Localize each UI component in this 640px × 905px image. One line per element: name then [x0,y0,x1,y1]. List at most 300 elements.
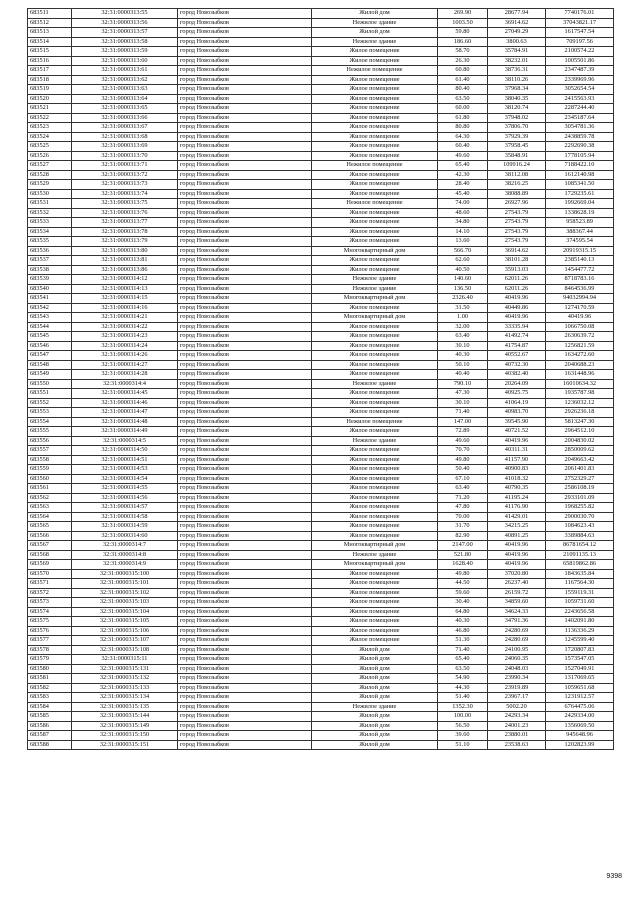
address-cell: город Новозыбков [178,218,312,228]
cadastral-number-cell: 32:31:0000314:47 [72,408,178,418]
row-id-cell: 683559 [28,465,72,475]
address-cell: город Новозыбков [178,550,312,560]
cadastral-number-cell: 32:31:0000314:57 [72,503,178,513]
unit-value-cell: 40983.70 [488,408,546,418]
area-cell: 30.10 [438,398,488,408]
address-cell: город Новозыбков [178,417,312,427]
cadastral-number-cell: 32:31:0000314:46 [72,398,178,408]
table-body [28,9,614,750]
table-row [28,408,614,418]
row-id-cell: 683565 [28,522,72,532]
unit-value-cell: 40419.96 [488,294,546,304]
area-cell: 67.10 [438,474,488,484]
cadastral-number-cell: 32:31:0000315:104 [72,607,178,617]
object-type-cell: Нежилое помещение [312,417,438,427]
address-cell: город Новозыбков [178,408,312,418]
cadastral-value-cell: 1136336.29 [546,626,614,636]
cadastral-number-cell: 32:31:0000314:15 [72,294,178,304]
area-cell: 64.80 [438,607,488,617]
object-type-cell: Жилое помещение [312,113,438,123]
area-cell: 1.00 [438,313,488,323]
cadastral-value-cell: 1617547.54 [546,28,614,38]
row-id-cell: 683579 [28,655,72,665]
object-type-cell: Жилое помещение [312,427,438,437]
unit-value-cell: 24060.35 [488,655,546,665]
address-cell: город Новозыбков [178,170,312,180]
object-type-cell: Нежилое помещение [312,199,438,209]
area-cell: 63.50 [438,664,488,674]
cadastral-number-cell: 32:31:0000315:11 [72,655,178,665]
cadastral-number-cell: 32:31:0000314:59 [72,522,178,532]
table-row [28,417,614,427]
unit-value-cell: 40419.96 [488,541,546,551]
row-id-cell: 683532 [28,208,72,218]
area-cell: 186.60 [438,37,488,47]
table-row [28,512,614,522]
object-type-cell: Жилой дом [312,28,438,38]
unit-value-cell: 35913.03 [488,265,546,275]
cadastral-value-cell: 3389884.63 [546,531,614,541]
cadastral-value-cell: 40419.96 [546,313,614,323]
object-type-cell: Жилое помещение [312,104,438,114]
area-cell: 65.40 [438,655,488,665]
cadastral-number-cell: 32:31:0000314:4 [72,379,178,389]
area-cell: 51.40 [438,693,488,703]
object-type-cell: Жилое помещение [312,579,438,589]
address-cell: город Новозыбков [178,569,312,579]
address-cell: город Новозыбков [178,313,312,323]
object-type-cell: Жилое помещение [312,465,438,475]
cadastral-value-cell: 2964512.10 [546,427,614,437]
unit-value-cell: 38112.08 [488,170,546,180]
unit-value-cell: 33335.94 [488,322,546,332]
cadastral-number-cell: 32:31:0000313:80 [72,246,178,256]
cadastral-value-cell: 3054781.36 [546,123,614,133]
unit-value-cell: 26927.96 [488,199,546,209]
cadastral-value-cell: 1317069.65 [546,674,614,684]
cadastral-number-cell: 32:31:0000313:55 [72,9,178,19]
cadastral-value-cell: 1631448.96 [546,370,614,380]
address-cell: город Новозыбков [178,85,312,95]
address-cell: город Новозыбков [178,465,312,475]
row-id-cell: 683519 [28,85,72,95]
address-cell: город Новозыбков [178,142,312,152]
area-cell: 71.20 [438,493,488,503]
cadastral-value-cell: 1236032.12 [546,398,614,408]
object-type-cell: Жилое помещение [312,237,438,247]
table-row [28,132,614,142]
table-row [28,322,614,332]
area-cell: 136.50 [438,284,488,294]
cadastral-value-cell: 1559119.31 [546,588,614,598]
row-id-cell: 683517 [28,66,72,76]
area-cell: 44.50 [438,579,488,589]
address-cell: город Новозыбков [178,740,312,750]
area-cell: 49.60 [438,151,488,161]
area-cell: 40.50 [438,265,488,275]
table-row [28,265,614,275]
area-cell: 60.80 [438,66,488,76]
cadastral-number-cell: 32:31:0000313:70 [72,151,178,161]
address-cell: город Новозыбков [178,265,312,275]
area-cell: 63.50 [438,94,488,104]
cadastral-number-cell: 32:31:0000313:58 [72,37,178,47]
cadastral-number-cell: 32:31:0000314:53 [72,465,178,475]
address-cell: город Новозыбков [178,9,312,19]
table-row [28,18,614,28]
object-type-cell: Жилое помещение [312,512,438,522]
object-type-cell: Жилой дом [312,721,438,731]
table-row [28,9,614,19]
table-row [28,655,614,665]
row-id-cell: 683582 [28,683,72,693]
unit-value-cell: 40382.40 [488,370,546,380]
unit-value-cell: 24293.34 [488,712,546,722]
cadastral-number-cell: 32:31:0000315:101 [72,579,178,589]
cadastral-number-cell: 32:31:0000313:73 [72,180,178,190]
table-row [28,66,614,76]
row-id-cell: 683549 [28,370,72,380]
cadastral-value-cell: 20919315.15 [546,246,614,256]
object-type-cell: Жилое помещение [312,85,438,95]
table-row [28,731,614,741]
address-cell: город Новозыбков [178,446,312,456]
address-cell: город Новозыбков [178,683,312,693]
area-cell: 58.70 [438,47,488,57]
cadastral-value-cell: 388367.44 [546,227,614,237]
address-cell: город Новозыбков [178,37,312,47]
object-type-cell: Жилое помещение [312,531,438,541]
unit-value-cell: 37958.45 [488,142,546,152]
cadastral-number-cell: 32:31:0000314:58 [72,512,178,522]
cadastral-number-cell: 32:31:0000313:62 [72,75,178,85]
unit-value-cell: 24280.69 [488,636,546,646]
table-row [28,626,614,636]
unit-value-cell: 40552.67 [488,351,546,361]
unit-value-cell: 27543.79 [488,218,546,228]
table-row [28,199,614,209]
row-id-cell: 683521 [28,104,72,114]
address-cell: город Новозыбков [178,626,312,636]
unit-value-cell: 39545.90 [488,417,546,427]
area-cell: 42.30 [438,170,488,180]
object-type-cell: Жилой дом [312,693,438,703]
object-type-cell: Жилое помещение [312,47,438,57]
cadastral-number-cell: 32:31:0000314:49 [72,427,178,437]
object-type-cell: Жилое помещение [312,389,438,399]
row-id-cell: 683528 [28,170,72,180]
cadastral-number-cell: 32:31:0000313:68 [72,132,178,142]
table-row [28,484,614,494]
table-row [28,170,614,180]
row-id-cell: 683511 [28,9,72,19]
object-type-cell: Жилое помещение [312,446,438,456]
cadastral-number-cell: 32:31:0000313:79 [72,237,178,247]
cadastral-value-cell: 7740176.01 [546,9,614,19]
row-id-cell: 683576 [28,626,72,636]
unit-value-cell: 41195.24 [488,493,546,503]
cadastral-value-cell: 2004830.02 [546,436,614,446]
area-cell: 47.30 [438,389,488,399]
row-id-cell: 683518 [28,75,72,85]
address-cell: город Новозыбков [178,503,312,513]
unit-value-cell: 28677.94 [488,9,546,19]
table-row [28,493,614,503]
cadastral-number-cell: 32:31:0000314:45 [72,389,178,399]
row-id-cell: 683584 [28,702,72,712]
cadastral-value-cell: 1167564.30 [546,579,614,589]
address-cell: город Новозыбков [178,75,312,85]
cadastral-value-cell: 2292690.38 [546,142,614,152]
object-type-cell: Жилое помещение [312,455,438,465]
object-type-cell: Жилое помещение [312,170,438,180]
cadastral-number-cell: 32:31:0000314:23 [72,332,178,342]
cadastral-value-cell: 1338628.19 [546,208,614,218]
cadastral-number-cell: 32:31:0000315:132 [72,674,178,684]
object-type-cell: Жилое помещение [312,484,438,494]
cadastral-number-cell: 32:31:0000315:107 [72,636,178,646]
unit-value-cell: 62011.26 [488,284,546,294]
cadastral-number-cell: 32:31:0000314:8 [72,550,178,560]
cadastral-number-cell: 32:31:0000313:64 [72,94,178,104]
cadastral-value-cell: 2100574.22 [546,47,614,57]
cadastral-number-cell: 32:31:0000314:51 [72,455,178,465]
address-cell: город Новозыбков [178,275,312,285]
address-cell: город Новозыбков [178,436,312,446]
cadastral-value-cell: 1059731.60 [546,598,614,608]
cadastral-value-cell: 1454477.72 [546,265,614,275]
row-id-cell: 683543 [28,313,72,323]
address-cell: город Новозыбков [178,427,312,437]
row-id-cell: 683535 [28,237,72,247]
table-row [28,37,614,47]
row-id-cell: 683512 [28,18,72,28]
area-cell: 48.60 [438,208,488,218]
table-row [28,503,614,513]
address-cell: город Новозыбков [178,151,312,161]
object-type-cell: Жилое помещение [312,218,438,228]
address-cell: город Новозыбков [178,455,312,465]
table-row [28,379,614,389]
area-cell: 62.60 [438,256,488,266]
cadastral-number-cell: 32:31:0000315:150 [72,731,178,741]
cadastral-value-cell: 2243656.58 [546,607,614,617]
table-row [28,645,614,655]
cadastral-number-cell: 32:31:0000313:67 [72,123,178,133]
cadastral-value-cell: 1778105.94 [546,151,614,161]
unit-value-cell: 27049.29 [488,28,546,38]
address-cell: город Новозыбков [178,56,312,66]
object-type-cell: Жилое помещение [312,332,438,342]
area-cell: 46.80 [438,626,488,636]
unit-value-cell: 5002.20 [488,702,546,712]
table-row [28,740,614,750]
table-row [28,246,614,256]
area-cell: 100.00 [438,712,488,722]
table-row [28,208,614,218]
table-row [28,455,614,465]
table-row [28,237,614,247]
cadastral-number-cell: 32:31:0000314:9 [72,560,178,570]
row-id-cell: 683513 [28,28,72,38]
object-type-cell: Многоквартирный дом [312,560,438,570]
cadastral-value-cell: 1720807.83 [546,645,614,655]
cadastral-number-cell: 32:31:0000313:81 [72,256,178,266]
object-type-cell: Жилое помещение [312,370,438,380]
object-type-cell: Жилое помещение [312,142,438,152]
cadastral-number-cell: 32:31:0000313:86 [72,265,178,275]
cadastral-value-cell: 2850009.62 [546,446,614,456]
row-id-cell: 683534 [28,227,72,237]
table-row [28,161,614,171]
cadastral-number-cell: 32:31:0000314:26 [72,351,178,361]
address-cell: город Новозыбков [178,123,312,133]
row-id-cell: 683574 [28,607,72,617]
cadastral-value-cell: 2933101.09 [546,493,614,503]
unit-value-cell: 26237.40 [488,579,546,589]
object-type-cell: Нежилое помещение [312,66,438,76]
unit-value-cell: 27543.79 [488,208,546,218]
unit-value-cell: 40721.52 [488,427,546,437]
table-row [28,702,614,712]
unit-value-cell: 109916.24 [488,161,546,171]
row-id-cell: 683575 [28,617,72,627]
unit-value-cell: 20264.09 [488,379,546,389]
cadastral-value-cell: 2339969.96 [546,75,614,85]
table-row [28,28,614,38]
unit-value-cell: 24048.03 [488,664,546,674]
cadastral-number-cell: 32:31:0000314:16 [72,303,178,313]
address-cell: город Новозыбков [178,180,312,190]
row-id-cell: 683560 [28,474,72,484]
address-cell: город Новозыбков [178,104,312,114]
table-row [28,598,614,608]
address-cell: город Новозыбков [178,341,312,351]
object-type-cell: Жилое помещение [312,408,438,418]
cadastral-value-cell: 945648.96 [546,731,614,741]
cadastral-value-cell: 1084623.43 [546,522,614,532]
row-id-cell: 683541 [28,294,72,304]
unit-value-cell: 40419.96 [488,550,546,560]
row-id-cell: 683536 [28,246,72,256]
area-cell: 1003.50 [438,18,488,28]
unit-value-cell: 41064.19 [488,398,546,408]
row-id-cell: 683545 [28,332,72,342]
object-type-cell: Нежилое помещение [312,161,438,171]
area-cell: 71.40 [438,408,488,418]
cadastral-value-cell: 6764475.06 [546,702,614,712]
table-row [28,617,614,627]
address-cell: город Новозыбков [178,531,312,541]
cadastral-value-cell: 1256821.59 [546,341,614,351]
table-row [28,522,614,532]
table-row [28,531,614,541]
unit-value-cell: 40900.83 [488,465,546,475]
table-row [28,436,614,446]
row-id-cell: 683562 [28,493,72,503]
object-type-cell: Жилой дом [312,655,438,665]
row-id-cell: 683554 [28,417,72,427]
address-cell: город Новозыбков [178,522,312,532]
unit-value-cell: 41429.01 [488,512,546,522]
table-row [28,85,614,95]
area-cell: 80.40 [438,85,488,95]
address-cell: город Новозыбков [178,246,312,256]
cadastral-value-cell: 2926236.18 [546,408,614,418]
cadastral-value-cell: 1356069.50 [546,721,614,731]
unit-value-cell: 40419.96 [488,313,546,323]
object-type-cell: Многоквартирный дом [312,294,438,304]
table-row [28,560,614,570]
row-id-cell: 683548 [28,360,72,370]
address-cell: город Новозыбков [178,607,312,617]
address-cell: город Новозыбков [178,28,312,38]
cadastral-value-cell: 8464536.99 [546,284,614,294]
area-cell: 40.40 [438,370,488,380]
cadastral-value-cell: 94032994.94 [546,294,614,304]
address-cell: город Новозыбков [178,370,312,380]
table-row [28,550,614,560]
row-id-cell: 683542 [28,303,72,313]
cadastral-value-cell: 2287244.40 [546,104,614,114]
area-cell: 71.40 [438,645,488,655]
area-cell: 47.80 [438,503,488,513]
area-cell: 44.30 [438,683,488,693]
object-type-cell: Жилое помещение [312,617,438,627]
row-id-cell: 683586 [28,721,72,731]
area-cell: 34.80 [438,218,488,228]
row-id-cell: 683537 [28,256,72,266]
unit-value-cell: 34215.25 [488,522,546,532]
row-id-cell: 683552 [28,398,72,408]
row-id-cell: 683525 [28,142,72,152]
area-cell: 2326.40 [438,294,488,304]
address-cell: город Новозыбков [178,237,312,247]
cadastral-value-cell: 2438859.78 [546,132,614,142]
area-cell: 65.40 [438,161,488,171]
unit-value-cell: 23967.17 [488,693,546,703]
address-cell: город Новозыбков [178,18,312,28]
cadastral-value-cell: 2385140.13 [546,256,614,266]
object-type-cell: Жилое помещение [312,322,438,332]
cadastral-value-cell: 2752329.27 [546,474,614,484]
cadastral-value-cell: 1612140.98 [546,170,614,180]
cadastral-value-cell: 2630639.72 [546,332,614,342]
table-row [28,56,614,66]
unit-value-cell: 23919.89 [488,683,546,693]
area-cell: 32.00 [438,322,488,332]
area-cell: 39.60 [438,731,488,741]
area-cell: 59.80 [438,28,488,38]
row-id-cell: 683553 [28,408,72,418]
object-type-cell: Жилой дом [312,9,438,19]
unit-value-cell: 38040.35 [488,94,546,104]
cadastral-value-cell: 2049663.42 [546,455,614,465]
area-cell: 1352.30 [438,702,488,712]
object-type-cell: Жилое помещение [312,398,438,408]
object-type-cell: Жилое помещение [312,189,438,199]
address-cell: город Новозыбков [178,189,312,199]
row-id-cell: 683563 [28,503,72,513]
unit-value-cell: 41754.87 [488,341,546,351]
cadastral-value-cell: 7188422.10 [546,161,614,171]
cadastral-number-cell: 32:31:0000315:144 [72,712,178,722]
page-number: 9398 [606,873,622,880]
area-cell: 31.50 [438,303,488,313]
unit-value-cell: 38110.26 [488,75,546,85]
row-id-cell: 683540 [28,284,72,294]
object-type-cell: Жилое помещение [312,180,438,190]
